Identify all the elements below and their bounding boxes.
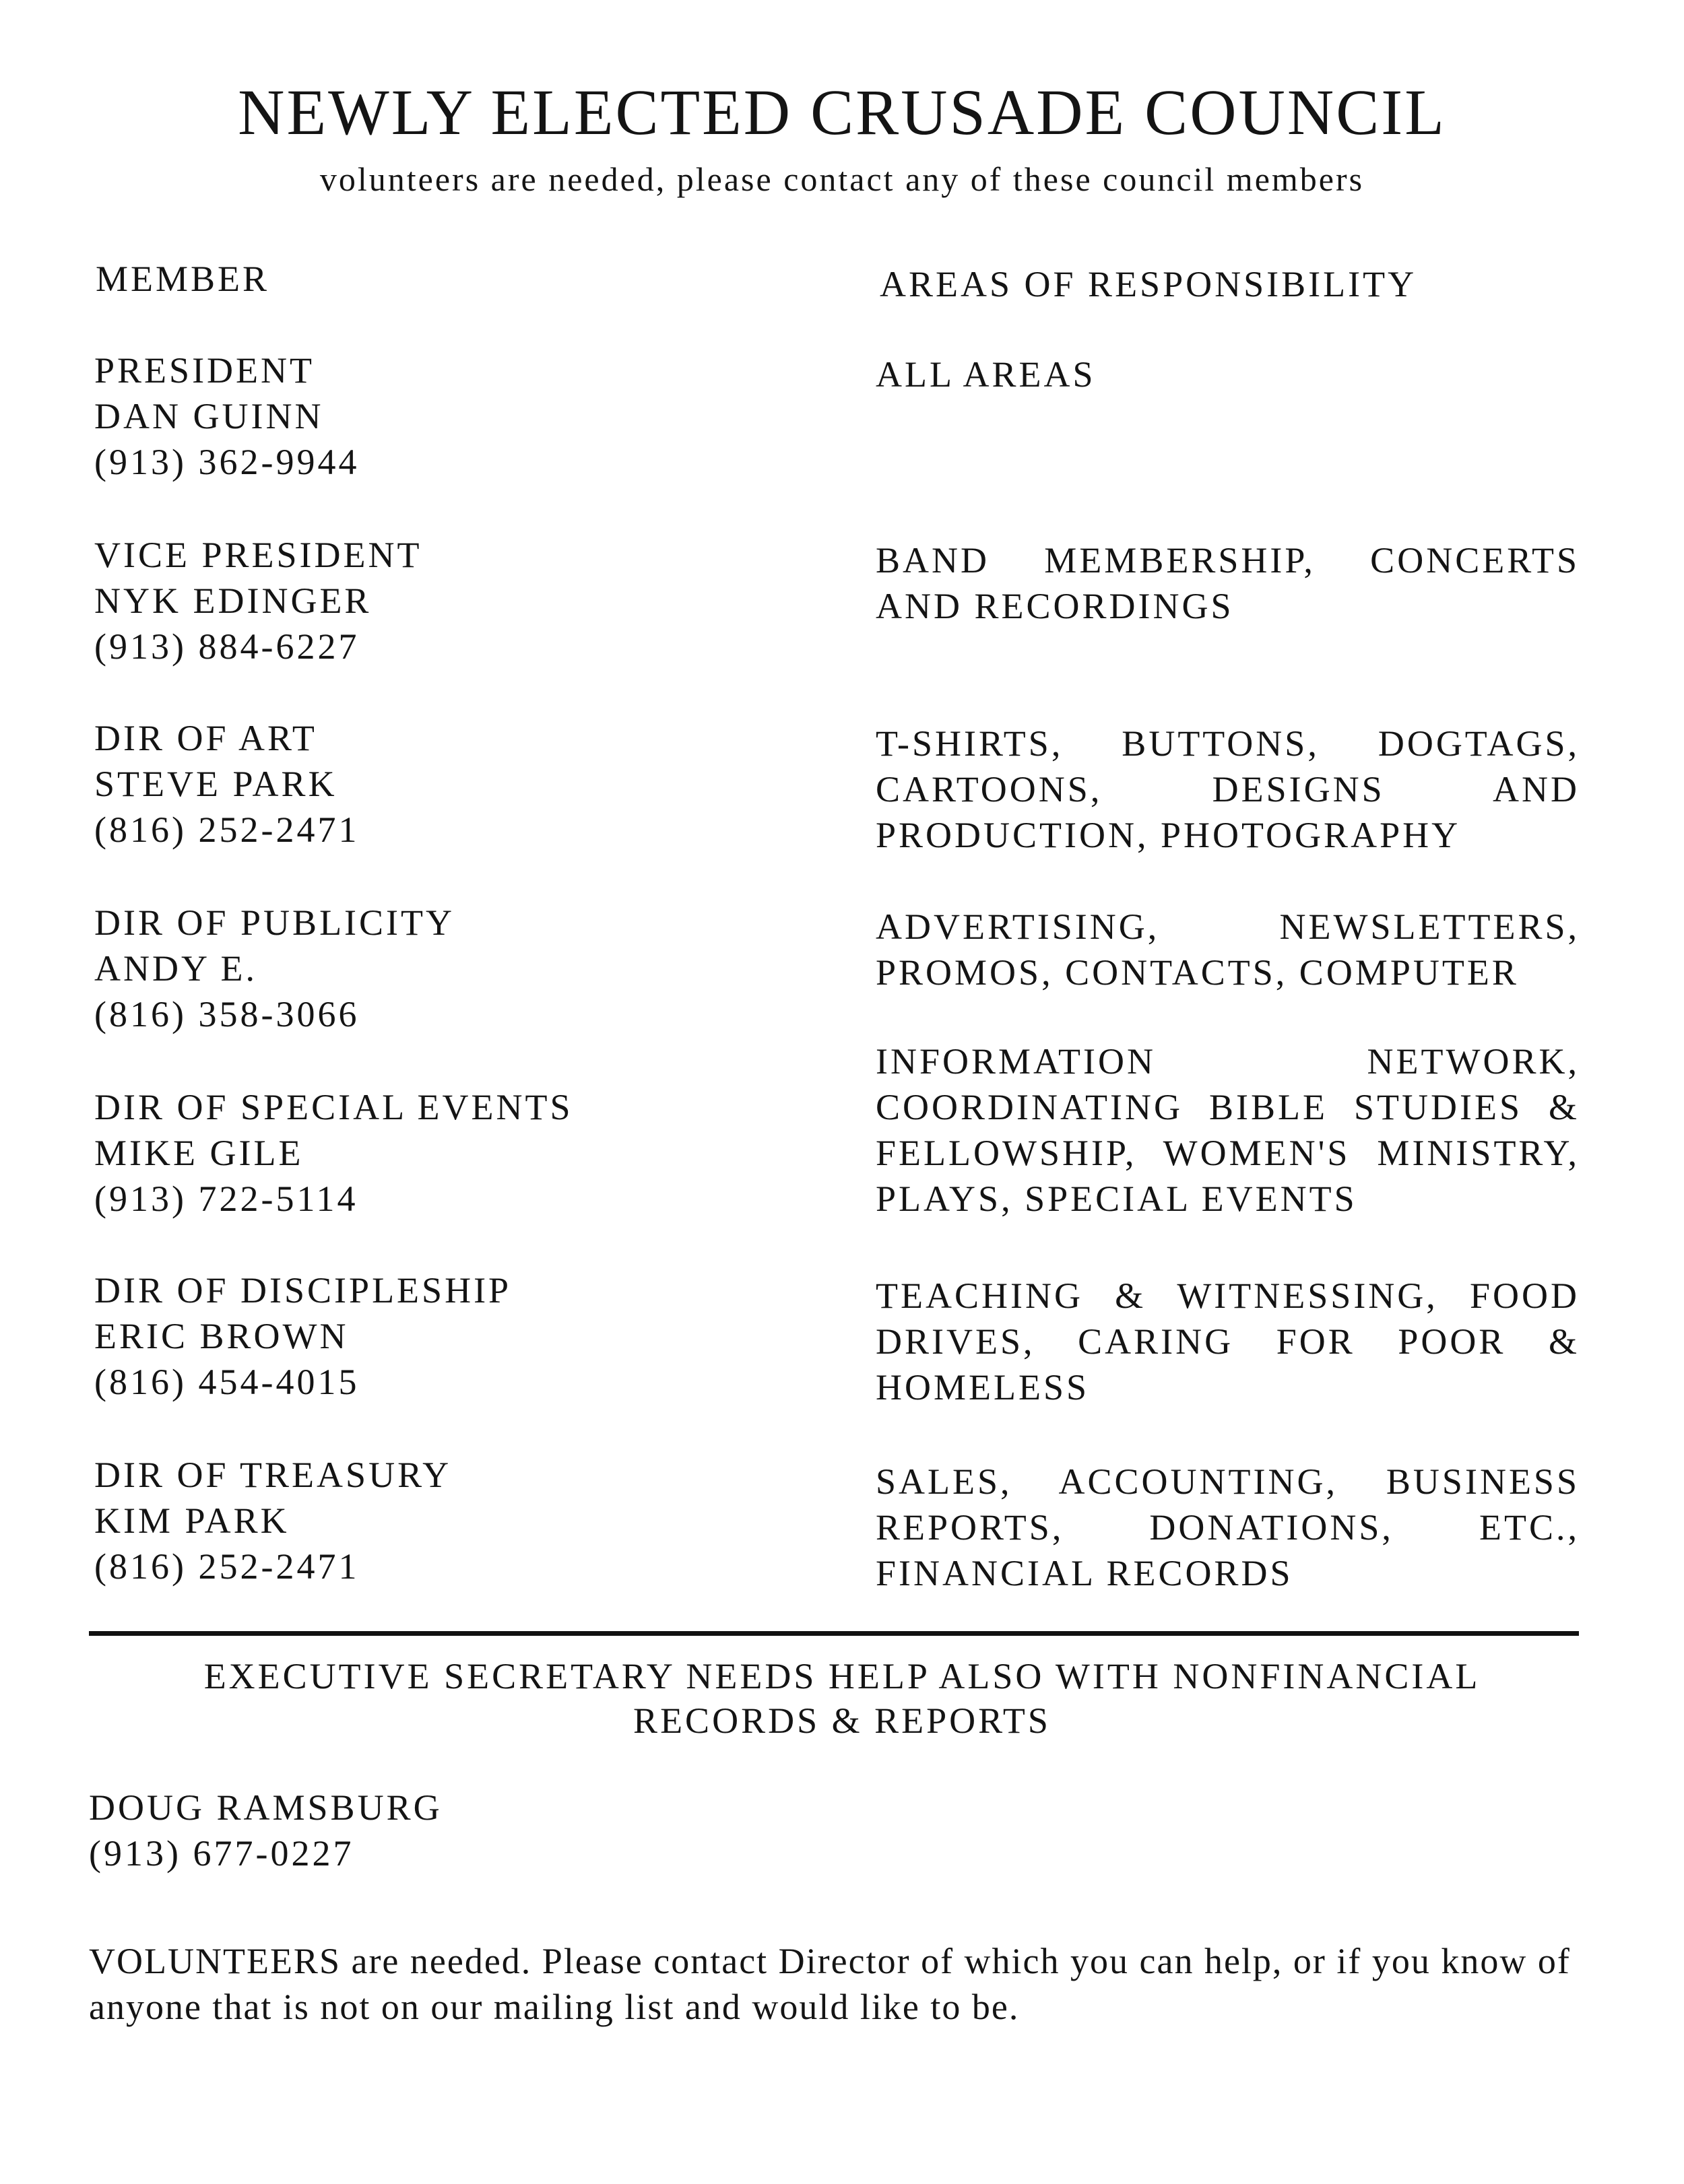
member-areas: ADVERTISING, NEWSLETTERS, PROMOS, CONTACTS, COMPUTER: [876, 906, 1580, 993]
member-cell: [94, 1267, 835, 1405]
member-phone: (816) 252-2471: [94, 1546, 360, 1587]
member-column-header: MEMBER: [96, 259, 270, 299]
member-phone: (816) 358-3066: [94, 994, 360, 1034]
member-phone: (816) 252-2471: [94, 809, 360, 850]
member-role: DIR OF TREASURY: [94, 1455, 452, 1495]
document-title: NEWLY ELECTED CRUSADE COUNCIL: [238, 76, 1446, 148]
secretary-name: DOUG RAMSBURG: [89, 1787, 443, 1828]
member-role: DIR OF ART: [94, 718, 317, 758]
member-phone: (816) 454-4015: [94, 1362, 360, 1402]
member-role: PRESIDENT: [94, 350, 315, 391]
member-phone: (913) 884-6227: [94, 626, 360, 667]
member-areas: INFORMATION NETWORK, COORDINATING BIBLE STUDIES & FELLOWSHIP, WOMEN'S MINISTRY, PLAYS, SPECIAL EVENTS: [876, 1041, 1580, 1219]
member-name: DAN GUINN: [94, 396, 324, 436]
member-name: ANDY E.: [94, 948, 257, 989]
member-role: DIR OF PUBLICITY: [94, 902, 455, 943]
member-areas: TEACHING & WITNESSING, FOOD DRIVES, CARING FOR POOR & HOMELESS: [876, 1276, 1580, 1408]
member-name: STEVE PARK: [94, 764, 337, 804]
member-cell: [94, 1084, 835, 1222]
member-phone: (913) 722-5114: [94, 1179, 358, 1219]
member-areas: SALES, ACCOUNTING, BUSINESS REPORTS, DONATIONS, ETC., FINANCIAL RECORDS: [876, 1461, 1580, 1593]
member-cell: [94, 1452, 835, 1589]
secretary-phone: (913) 677-0227: [89, 1833, 354, 1874]
member-cell: [94, 348, 835, 485]
member-areas: BAND MEMBERSHIP, CONCERTS AND RECORDINGS: [876, 540, 1580, 626]
member-cell: [94, 900, 835, 1037]
closing-paragraph: VOLUNTEERS are needed. Please contact Director of which you can help, or if you know of anyone that is not on our mailing list and would like to be.: [89, 1941, 1571, 2027]
secretary-contact: [89, 1785, 443, 1876]
member-cell: [94, 532, 835, 669]
member-name: MIKE GILE: [94, 1133, 304, 1173]
section-divider: [89, 1631, 1579, 1636]
member-cell: [94, 715, 835, 853]
member-name: KIM PARK: [94, 1500, 290, 1541]
member-name: NYK EDINGER: [94, 581, 372, 621]
executive-note: EXECUTIVE SECRETARY NEEDS HELP ALSO WITH NONFINANCIAL RECORDS & REPORTS: [203, 1656, 1481, 1741]
document-subtitle: volunteers are needed, please contact any of these council members: [319, 160, 1365, 198]
member-name: ERIC BROWN: [94, 1316, 349, 1356]
member-role: VICE PRESIDENT: [94, 535, 422, 575]
member-role: DIR OF SPECIAL EVENTS: [94, 1087, 573, 1127]
member-areas: ALL AREAS: [876, 354, 1096, 395]
member-role: DIR OF DISCIPLESHIP: [94, 1270, 512, 1311]
areas-column-header: AREAS OF RESPONSIBILITY: [880, 264, 1417, 304]
member-phone: (913) 362-9944: [94, 442, 360, 482]
member-areas: T-SHIRTS, BUTTONS, DOGTAGS, CARTOONS, DESIGNS AND PRODUCTION, PHOTOGRAPHY: [876, 723, 1580, 855]
